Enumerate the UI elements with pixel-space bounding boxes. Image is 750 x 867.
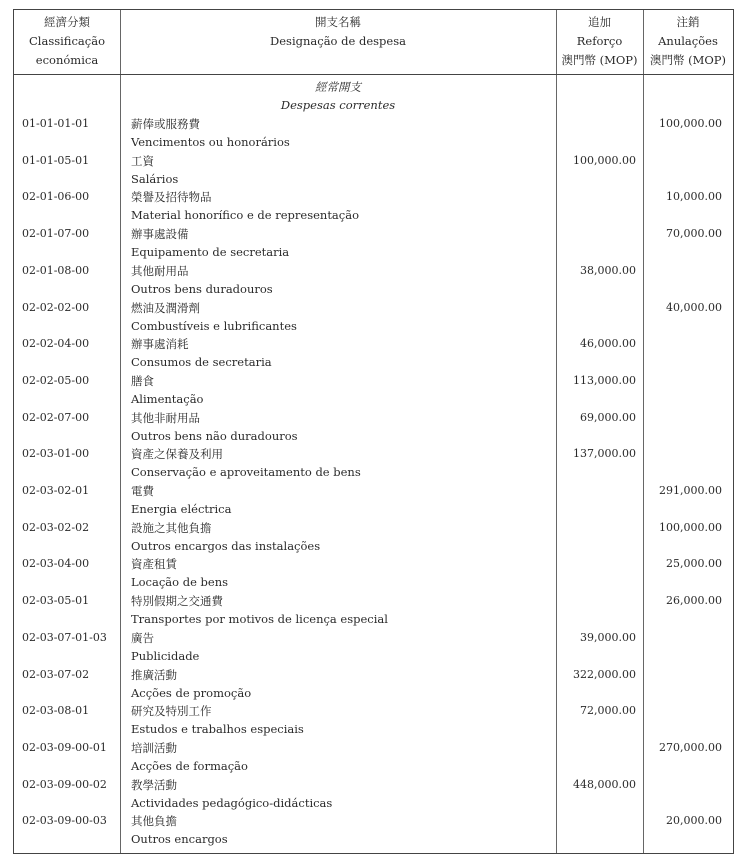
row-code: 01-01-01-01 <box>22 117 90 130</box>
row-anulacoes-value: 100,000.00 <box>659 117 722 130</box>
row-label-zh: 設施之其他負擔 <box>131 520 212 535</box>
row-label-pt: Salários <box>131 171 179 186</box>
row-code: 02-03-09-00-03 <box>22 814 107 828</box>
row-label-zh: 資產租賃 <box>131 557 177 572</box>
header-text: Designação de despesa <box>270 34 406 48</box>
section-title-zh: 經常開支 <box>315 80 361 94</box>
row-label-zh: 辦事處消耗 <box>131 337 189 352</box>
row-label-zh: 推廣活動 <box>131 667 177 682</box>
row-label-pt: Consumos de secretaria <box>131 355 272 370</box>
row-reforco-value: 322,000.00 <box>573 667 636 681</box>
row-label-pt: Vencimentos ou honorários <box>131 135 290 149</box>
row-label-pt: Estudos e trabalhos especiais <box>131 722 304 737</box>
header-text: Classificação <box>28 34 105 48</box>
row-anulacoes-value: 70,000.00 <box>666 227 722 241</box>
row-code: 02-03-07-02 <box>22 667 90 681</box>
row-code: 02-03-01-00 <box>22 447 90 461</box>
header-reinforcement <box>556 10 643 74</box>
row-label-zh: 教學活動 <box>131 777 177 792</box>
row-reforco-value: 72,000.00 <box>580 704 636 718</box>
row-reforco-value: 113,000.00 <box>573 373 636 387</box>
row-label-pt: Outros encargos das instalações <box>131 538 321 553</box>
header-text: económica <box>35 53 99 67</box>
row-anulacoes-value: 100,000.00 <box>659 520 722 534</box>
row-code: 02-01-06-00 <box>22 190 90 204</box>
row-label-pt: Conservação e aproveitamento de bens <box>131 465 361 480</box>
row-code: 02-03-02-01 <box>22 484 90 497</box>
row-label-pt: Energia eléctrica <box>131 502 232 516</box>
row-label-zh: 培訓活動 <box>131 740 177 755</box>
header-text: Reforço <box>576 34 623 48</box>
row-label-zh: 辦事處設備 <box>131 227 189 242</box>
header-text: 澳門幣 (MOP) <box>649 53 727 67</box>
row-label-zh: 廣告 <box>131 630 154 645</box>
row-label-pt: Acções de formação <box>131 758 248 773</box>
row-code: 02-03-09-00-02 <box>22 777 107 791</box>
header-text: 澳門幣 (MOP) <box>561 53 638 67</box>
row-label-pt: Transportes por motivos de licença especial <box>131 612 388 627</box>
row-code: 02-03-07-01-03 <box>22 630 107 644</box>
row-label-pt: Combustíveis e lubrificantes <box>131 318 297 333</box>
row-label-zh: 特別假期之交通費 <box>131 594 223 609</box>
header-text: 追加 <box>588 15 611 29</box>
row-label-zh: 榮譽及招待物品 <box>131 190 212 205</box>
row-label-pt: Actividades pedagógico-didácticas <box>131 795 333 810</box>
row-reforco-value: 448,000.00 <box>573 777 636 791</box>
row-reforco-value: 46,000.00 <box>580 337 636 351</box>
column-divider <box>556 10 557 853</box>
header-classification <box>14 10 120 74</box>
row-label-pt: Outros bens não duradouros <box>131 428 298 443</box>
row-label-zh: 膳食 <box>131 373 154 388</box>
row-label-pt: Acções de promoção <box>131 685 252 700</box>
row-reforco-value: 38,000.00 <box>580 263 636 277</box>
row-code: 02-02-02-00 <box>22 300 90 314</box>
row-code: 02-03-04-00 <box>22 557 90 571</box>
row-reforco-value: 137,000.00 <box>573 447 636 461</box>
row-label-zh: 研究及特別工作 <box>131 704 212 719</box>
row-label-zh: 其他負擔 <box>131 814 177 829</box>
row-label-pt: Outros bens duradouros <box>131 281 273 296</box>
column-divider <box>643 10 644 853</box>
header-designation <box>120 10 556 74</box>
row-code: 02-01-07-00 <box>22 227 90 241</box>
row-label-pt: Material honorífico e de representação <box>131 208 360 223</box>
section-title-pt: Despesas correntes <box>280 98 396 112</box>
header-annulment <box>643 10 733 74</box>
row-code: 02-03-05-01 <box>22 594 90 608</box>
header-text: 經濟分類 <box>44 15 90 29</box>
row-code: 02-03-02-02 <box>22 520 90 534</box>
header-text: 開支名稱 <box>315 15 361 29</box>
column-divider <box>120 10 121 853</box>
row-reforco-value: 69,000.00 <box>580 410 636 424</box>
row-label-zh: 工資 <box>131 153 154 168</box>
row-label-pt: Equipamento de secretaria <box>131 245 290 260</box>
budget-table <box>13 9 734 854</box>
row-anulacoes-value: 291,000.00 <box>659 484 722 497</box>
row-label-zh: 燃油及潤滑劑 <box>131 300 200 315</box>
header-text: 注銷 <box>676 15 700 29</box>
row-code: 02-02-05-00 <box>22 373 90 387</box>
row-code: 02-03-09-00-01 <box>22 740 107 754</box>
row-code: 01-01-05-01 <box>22 153 90 167</box>
header-divider <box>14 74 733 75</box>
row-code: 02-02-04-00 <box>22 337 90 351</box>
row-anulacoes-value: 25,000.00 <box>666 557 722 571</box>
row-label-pt: Alimentação <box>131 391 204 406</box>
row-anulacoes-value: 10,000.00 <box>666 190 722 204</box>
row-code: 02-03-08-01 <box>22 704 90 718</box>
row-code: 02-02-07-00 <box>22 410 90 424</box>
row-label-zh: 薪俸或服務費 <box>131 117 200 131</box>
row-label-zh: 電費 <box>131 484 154 498</box>
row-anulacoes-value: 26,000.00 <box>666 594 722 608</box>
row-label-pt: Locação de bens <box>131 575 229 590</box>
row-anulacoes-value: 20,000.00 <box>666 814 722 828</box>
row-label-pt: Outros encargos <box>131 832 228 847</box>
header-text: Anulações <box>658 34 718 48</box>
row-label-zh: 其他非耐用品 <box>131 410 200 425</box>
row-label-zh: 資產之保養及利用 <box>131 447 223 462</box>
row-label-pt: Publicidade <box>131 648 200 663</box>
row-anulacoes-value: 40,000.00 <box>666 300 722 314</box>
row-label-zh: 其他耐用品 <box>131 263 189 278</box>
row-reforco-value: 39,000.00 <box>580 630 636 644</box>
row-anulacoes-value: 270,000.00 <box>659 740 722 754</box>
row-code: 02-01-08-00 <box>22 263 90 277</box>
row-reforco-value: 100,000.00 <box>573 153 636 167</box>
